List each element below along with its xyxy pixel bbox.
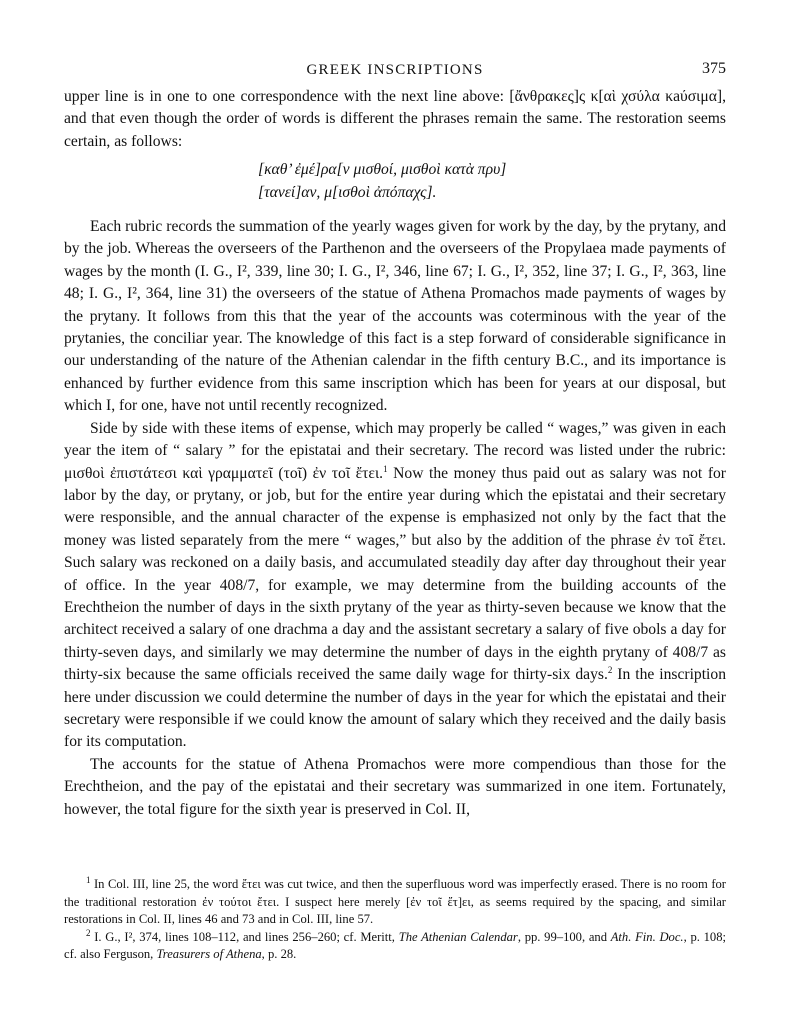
footnote-1 — [64, 876, 726, 929]
greek-restoration — [258, 159, 726, 204]
footnotes — [64, 876, 726, 964]
paragraph-3-part-c: In the inscription here under discussion we could determine the number of days in the year for which the epistatai and their secretary were responsible if we could know the amount of salary which they received and the daily basis for its computation. — [64, 666, 726, 751]
footnote-2-text-a: I. G., I², 374, lines 108–112, and lines 256–260; cf. Meritt, — [90, 929, 399, 944]
paragraph-3-part-b: Now the money thus paid out as salary was not for labor by the day, or prytany, or job, but for the entire year during which the epistatai and their secretary were responsible, and the annual character of the expense is emphasized not only by the fact that the money was listed separately from the mere “ wages,” but also by the addition of the phrase ἐν τοῖ ἔτει. Such salary was reckoned on a daily basis, and accumulated steadily day after day throughout their year of office. In the year 408/7, for example, we may determine from the building accounts of the Erechtheion the number of days in the sixth prytany of the year as thirty-seven because we know that the architect received a salary of one drachma a day and the assistant secretary a salary of five obols a day for thirty-seven days, and similarly we may determine the number of days in the eighth prytany of 408/7 as thirty-six because the same officials received the same daily wage for thirty-six days. — [64, 464, 727, 684]
footnote-2-mark: 2 — [86, 927, 91, 938]
footnote-ref-1: 1 — [383, 463, 388, 474]
footnote-2-text-c: , p. 108; cf. also Ferguson, — [64, 929, 727, 962]
footnote-ref-2: 2 — [607, 664, 613, 675]
body-text — [64, 86, 726, 821]
footnote-2-text-d: , p. 28. — [261, 947, 297, 962]
paragraph-1: upper line is in one to one correspondence with the next line above: [ἄνθρακες]ς κ[αὶ χσύλα κaύσιμα], and that even though the order of words is different the phrases remain the same. The restoration seems certain, as follows: — [64, 88, 726, 150]
paragraph-2: Each rubric records the summation of the yearly wages given for work by the day, by the prytany, and by the job. Whereas the overseers of the Parthenon and the overseers of the Propylaea made payments of wages by the month (I. G., I², 339, line 30; I. G., I², 346, line 67; I. G., I², 352, line 37; I. G., I², 363, line 48; I. G., I², 364, line 31) the overseers of the statue of Athena Promachos made payments of wages by the prytany. It follows from this that the year of the accounts was coterminous with the year of the prytanies, the conciliar year. The knowledge of this fact is a step forward of considerable significance in our understanding of the nature of the Athenian calendar in the fifth century B.C., and its importance is enhanced by further evidence from this same inscription which has been for years at our disposal, but which I, for one, have not until recently recognized. — [64, 218, 726, 415]
running-title: GREEK INSCRIPTIONS — [306, 62, 484, 78]
footnote-2-title-1: The Athenian Calendar — [398, 929, 518, 944]
page-number: 375 — [702, 60, 726, 77]
paragraph-4: The accounts for the statue of Athena Promachos were more compendious than those for the Erechtheion, and the pay of the epistatai and their secretary was summarized in one item. Fortunately, however, the total figure for the sixth year is preserved in Col. II, — [64, 755, 726, 818]
footnote-2-title-2: Ath. Fin. Doc. — [610, 929, 684, 944]
greek-restoration-line-1: [καθ’ ἐμέ]ρα[ν μισθοί, μισθοὶ κατὰ πρυ] — [258, 161, 507, 179]
page-header — [64, 52, 726, 78]
footnote-2 — [64, 929, 726, 964]
paragraph-3 — [64, 418, 726, 754]
greek-restoration-line-2: [τανεί]αν, μ[ισθοὶ ἀπόπαχς]. — [258, 183, 437, 201]
footnote-2-title-3: Treasurers of Athena — [156, 947, 262, 962]
footnote-1-mark: 1 — [86, 874, 91, 885]
page — [64, 52, 726, 821]
footnote-2-text-b: , pp. 99–100, and — [517, 929, 611, 944]
paragraph-3-part-a: Side by side with these items of expense, which may properly be called “ wages,” was given in each year the item of “ salary ” for the epistatai and their secretary. The record was listed under the rubric: μισθοὶ ἐπιστάτεσι καὶ γραμματεῖ (τοῖ) ἐν τοῖ ἔτει. — [64, 419, 726, 482]
footnote-1-text: In Col. III, line 25, the word ἔτει was cut twice, and then the superfluous word was imperfectly erased. There is no room for the traditional restoration ἐν τούτοι ἔτει. I suspect here merely [ἐν τοῖ ἔτ]ει, as seems required by the spacing, and similar restorations in Col. II, lines 46 and 73 and in Col. III, line 57. — [64, 877, 726, 927]
